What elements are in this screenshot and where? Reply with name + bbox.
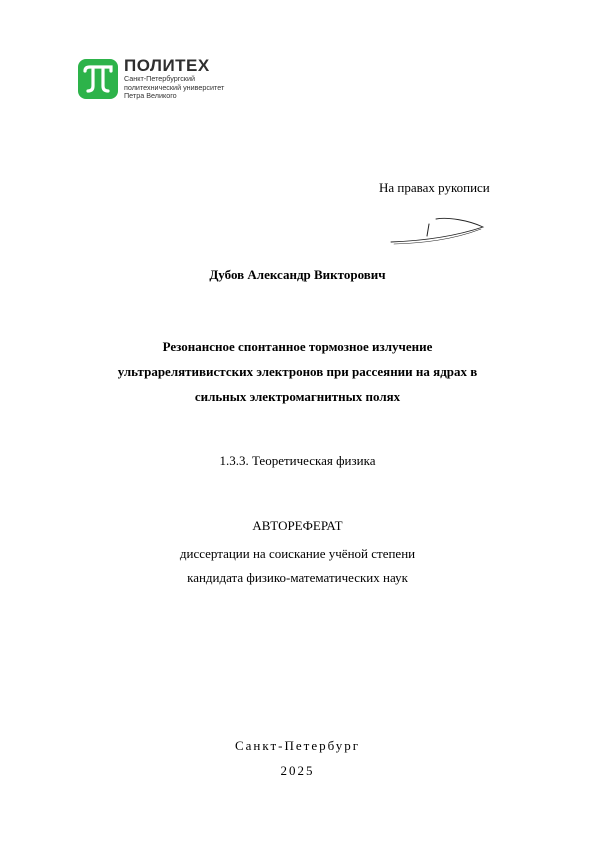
degree-line: кандидата физико-математических наук bbox=[187, 570, 408, 585]
university-logo bbox=[78, 58, 258, 102]
title-line: ультрарелятивистских электронов при рассеянии на ядрах в bbox=[117, 364, 478, 379]
city: Санкт-Петербург bbox=[234, 738, 361, 753]
logo-name: ПОЛИТЕХ bbox=[124, 56, 210, 75]
dissertation-title bbox=[60, 334, 535, 409]
logo-subtitle-line: политехнический университет bbox=[124, 82, 225, 92]
rights-note: На правах рукописи bbox=[379, 180, 490, 195]
degree-line: диссертации на соискание учёной степени bbox=[179, 546, 416, 561]
logo-subtitle-line: Петра Великого bbox=[124, 91, 177, 101]
author-name: Дубов Александр Викторович bbox=[209, 267, 386, 282]
title-line: Резонансное спонтанное тормозное излучение bbox=[162, 339, 433, 354]
handwritten-signature bbox=[388, 210, 488, 250]
politeh-logo-icon bbox=[78, 59, 118, 99]
degree-description bbox=[0, 542, 595, 590]
specialty-code: 1.3.3. Теоретическая физика bbox=[219, 453, 376, 468]
title-line: сильных электромагнитных полях bbox=[194, 389, 401, 404]
year: 2025 bbox=[280, 763, 315, 778]
logo-subtitle-line: Санкт-Петербургский bbox=[124, 74, 195, 83]
logo-subtitle bbox=[124, 75, 224, 101]
document-type: АВТОРЕФЕРАТ bbox=[252, 518, 343, 533]
